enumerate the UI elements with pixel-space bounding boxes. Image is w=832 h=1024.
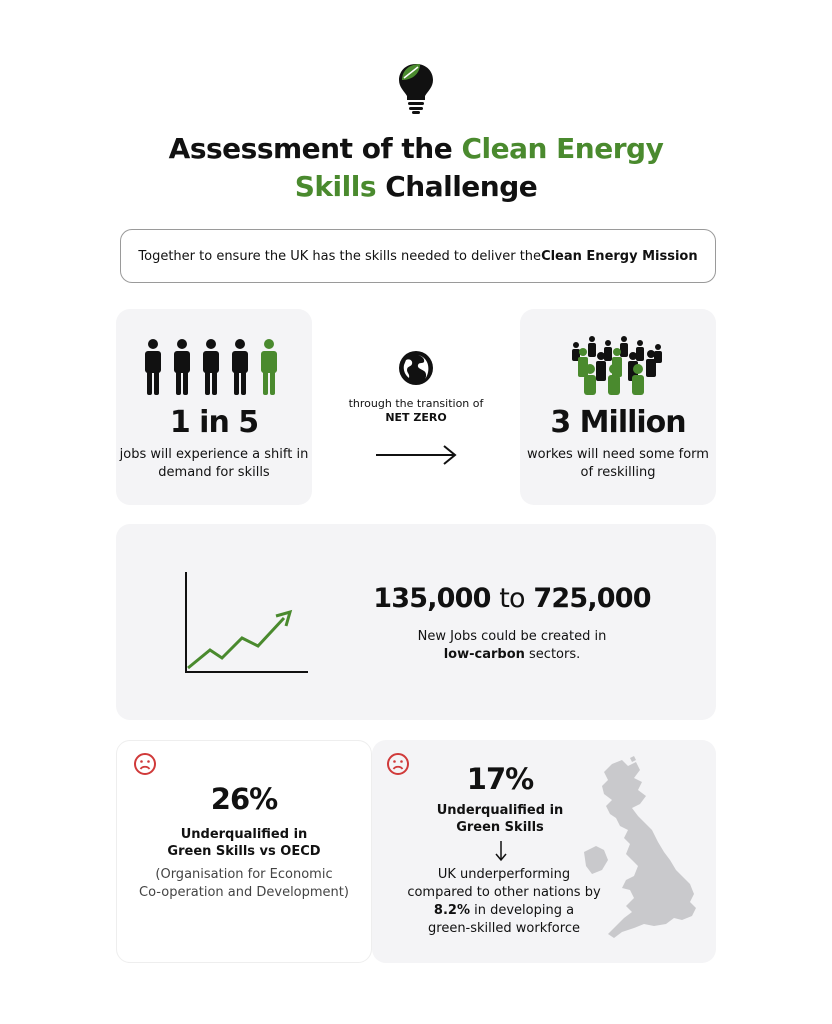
oecd-stat: 26% <box>210 782 278 816</box>
jobs-range-from: 135,000 <box>373 583 491 614</box>
sad-face-icon <box>133 752 157 776</box>
oecd-label-line: Underqualified in <box>180 827 308 842</box>
jobs-range-to-word: to <box>499 583 525 614</box>
uk-text-line: green-skilled workforce <box>428 921 580 936</box>
uk-label-line: Underqualified in <box>436 803 564 818</box>
stat-one-in-five: 1 in 5 <box>169 405 259 440</box>
uk-text-line: compared to other nations by <box>407 885 601 900</box>
mission-bold: Clean Energy Mission <box>541 248 698 264</box>
globe-icon <box>398 350 434 386</box>
uk-underperforming-text <box>396 866 612 938</box>
net-zero-label: NET ZERO <box>385 411 447 424</box>
oecd-note <box>116 866 372 902</box>
title-highlight: Clean Energy <box>461 132 664 165</box>
uk-label-line: Green Skills <box>456 820 544 835</box>
uk-stat: 17% <box>466 762 534 796</box>
growth-chart-icon <box>180 568 312 678</box>
jobs-range <box>344 583 680 614</box>
mission-banner <box>120 229 716 283</box>
mission-text: Together to ensure the UK has the skills needed to deliver the <box>138 248 542 264</box>
oecd-label-line: Green Skills vs OECD <box>167 844 321 859</box>
jobs-range-to: 725,000 <box>533 583 651 614</box>
oecd-note-line: Co-operation and Development) <box>139 885 349 900</box>
lightbulb-leaf-icon <box>396 58 436 114</box>
people-row-icon <box>141 339 287 395</box>
oecd-note-line: (Organisation for Economic <box>155 867 333 882</box>
uk-label <box>400 802 600 836</box>
jobs-description-line: New Jobs could be created in <box>417 629 607 644</box>
oecd-label <box>116 826 372 860</box>
jobs-description-line: sectors. <box>524 647 581 662</box>
transition-text: through the transition of <box>348 397 484 410</box>
arrow-down-icon <box>494 840 508 862</box>
crowd-icon <box>568 334 672 396</box>
page-title <box>0 130 832 206</box>
arrow-right-icon <box>374 443 460 467</box>
jobs-description-bold: low-carbon <box>443 647 525 662</box>
uk-bold-percentage: 8.2% <box>433 903 470 918</box>
stat-one-in-five-description: jobs will experience a shift in demand for skills <box>119 447 309 480</box>
title-text: Challenge <box>375 170 538 203</box>
jobs-description <box>344 628 680 664</box>
stat-three-million-description: workes will need some form of reskilling <box>527 447 709 480</box>
uk-text-line: UK underperforming <box>437 867 571 882</box>
title-highlight: Skills <box>294 170 376 203</box>
title-text: Assessment of the <box>168 132 462 165</box>
stat-three-million: 3 Million <box>550 405 686 440</box>
uk-text-line: in developing a <box>469 903 575 918</box>
